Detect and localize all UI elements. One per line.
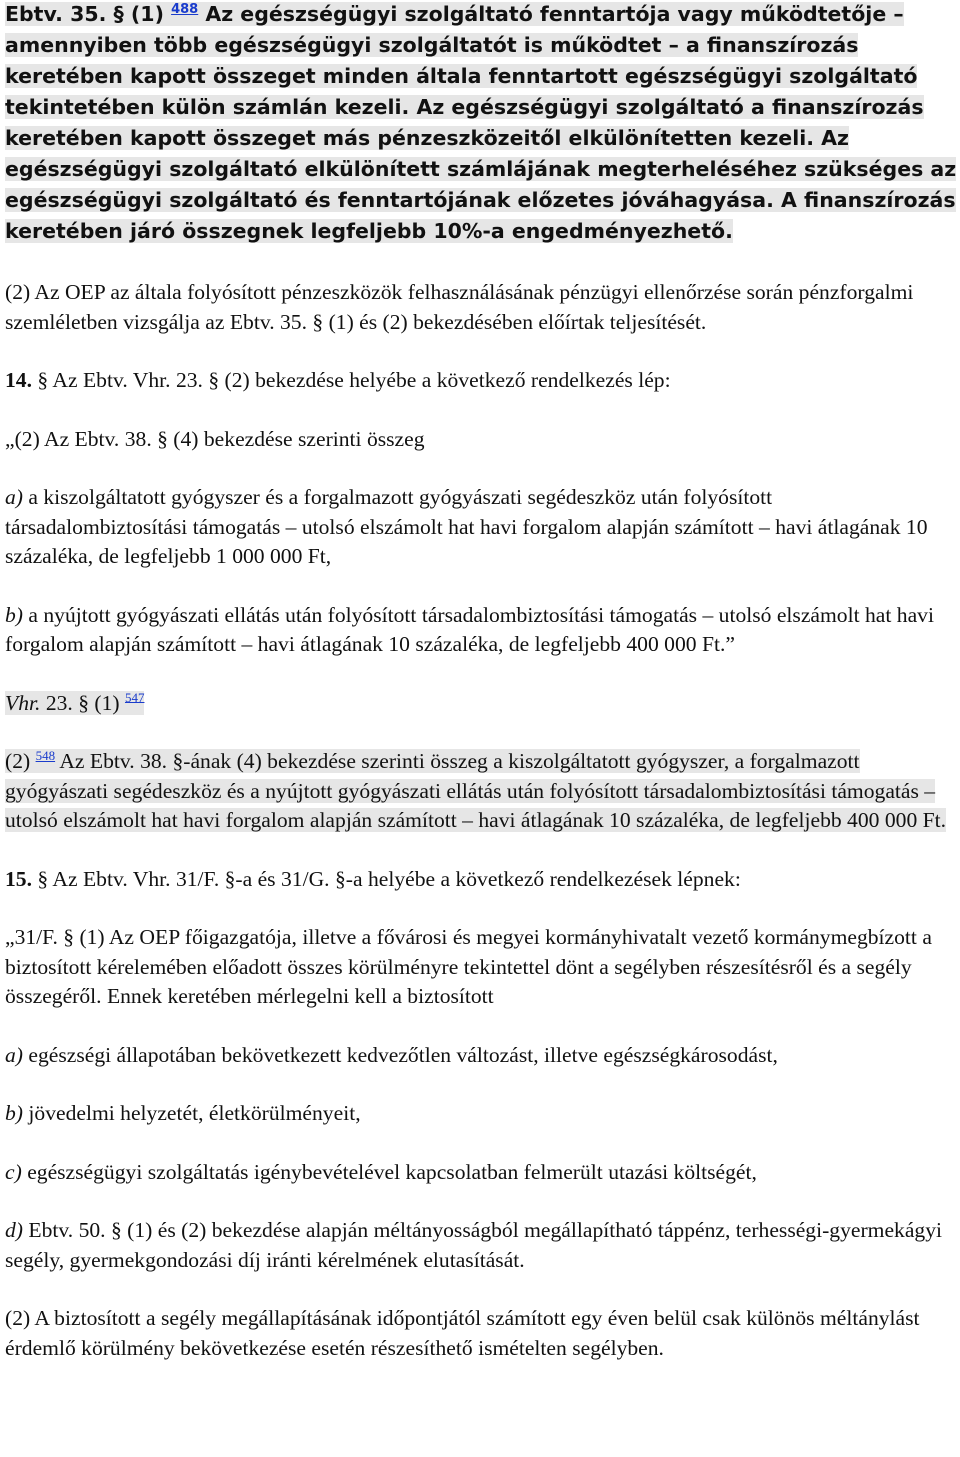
footnote-link-488[interactable]: 488	[171, 2, 199, 18]
paragraph-31f-b	[5, 1099, 957, 1129]
paragraph-ebtv-35	[5, 0, 957, 247]
paragraph-31f: „31/F. § (1) Az OEP főigazgatója, illetve a fővárosi és megyei kormányhivatalt vezető kormánymegbízott a biztosított kérelemében előadott összes körülményre tekintettel dönt a segélyben részesítésről és a segély összegéről. Ennek keretében mérlegelni kell a biztosított	[5, 925, 932, 1008]
section-lead: (2)	[5, 749, 31, 773]
point-text: a nyújtott gyógyászati ellátás után folyósított társadalombiztosítási támogatás – utolsó elszámolt hat havi forgalom alapján számított – havi átlagának 10 százaléka, de legfeljebb 400 000 Ft.”	[5, 602, 934, 656]
paragraph-31f-a	[5, 1041, 957, 1071]
section-lead: Ebtv. 35. § (1)	[5, 2, 164, 26]
paragraph-point-b	[5, 601, 957, 660]
paragraph-vhr-23-2	[5, 747, 957, 836]
paragraph-quote-start: „(2) Az Ebtv. 38. § (4) bekezdése szerinti összeg	[5, 426, 425, 451]
paragraph-point-a	[5, 483, 957, 572]
point-text: Ebtv. 50. § (1) és (2) bekezdése alapján méltányosságból megállapítható táppénz, terhességi-gyermekágyi segély, gyermekgondozási díj iránti kérelmének elutasítását.	[5, 1218, 943, 1272]
point-label: a)	[5, 485, 23, 509]
point-label: b)	[5, 602, 23, 627]
section-text: § Az Ebtv. Vhr. 31/F. §-a és 31/G. §-a helyébe a következő rendelkezések lépnek:	[37, 866, 741, 891]
vhr-text: 23. § (1)	[45, 690, 120, 715]
section-text: Az egészségügyi szolgáltató fenntartója vagy működtetője – amennyiben több egészségügyi szolgáltatót is működtet – a finanszírozás keretében kapott összeget minden általa fenntartott egészségügyi szolgáltató tekintetében külön számlán kezeli. Az egészségügyi szolgáltató a finanszírozás keretében kapott összeget más pénzeszközeitől elkülönítetten kezeli. Az egészségügyi szolgáltató elkülönített számlájának megterheléséhez szükséges az egészségügyi szolgáltató és fenntartójának előzetes jóváhagyása. A finanszírozás keretében járó összegnek legfeljebb 10%-a engedményezhető.	[5, 2, 957, 243]
paragraph-vhr-23	[5, 689, 957, 719]
point-text: egészségi állapotában bekövetkezett kedvezőtlen változást, illetve egészségkárosodást,	[28, 1042, 778, 1067]
footnote-link-548[interactable]: 548	[35, 747, 56, 763]
point-text: a kiszolgáltatott gyógyszer és a forgalmazott gyógyászati segédeszköz után folyósított társadalombiztosítási támogatás – utolsó elszámolt hat havi forgalom alapján számított – havi átlagának 10 százaléka, de legfeljebb 1 000 000 Ft,	[5, 485, 928, 568]
paragraph-31f-2: (2) A biztosított a segély megállapításának időpontjától számított egy éven belül csak különös méltánylást érdemlő körülmény bekövetkezése esetén részesíthető ismételten segélyben.	[5, 1306, 920, 1360]
footnote-link-547[interactable]: 547	[124, 689, 145, 705]
point-label: b)	[5, 1101, 23, 1125]
vhr-label: Vhr.	[5, 690, 41, 715]
section-text: Az Ebtv. 38. §-ának (4) bekezdése szerinti összeg a kiszolgáltatott gyógyszer, a forgalmazott gyógyászati segédeszköz és a nyújtott gyógyászati ellátás után folyósított társadalombiztosítási támogatás – utolsó elszámolt hat havi forgalom alapján számított – havi átlagának 10 százaléka, de legfeljebb 400 000 Ft.	[5, 749, 947, 832]
paragraph-15	[5, 865, 957, 895]
paragraph-31f-c	[5, 1158, 957, 1188]
point-label: a)	[5, 1042, 23, 1067]
point-text: egészségügyi szolgáltatás igénybevételével kapcsolatban felmerült utazási költségét,	[27, 1159, 757, 1184]
point-label: c)	[5, 1159, 22, 1184]
paragraph-31f-d	[5, 1216, 957, 1275]
point-label: d)	[5, 1218, 23, 1242]
point-text: jövedelmi helyzetét, életkörülményeit,	[28, 1101, 361, 1125]
section-text: § Az Ebtv. Vhr. 23. § (2) bekezdése helyébe a következő rendelkezés lép:	[37, 368, 671, 392]
paragraph-oep-control: (2) Az OEP az általa folyósított pénzeszközök felhasználásának pénzügyi ellenőrzése során pénzforgalmi szemléletben vizsgálja az Ebtv. 35. § (1) és (2) bekezdésében előírtak teljesítését.	[5, 280, 914, 334]
section-number: 15.	[5, 866, 32, 891]
paragraph-14	[5, 366, 957, 396]
document-page	[5, 0, 957, 1363]
section-number: 14.	[5, 368, 32, 392]
